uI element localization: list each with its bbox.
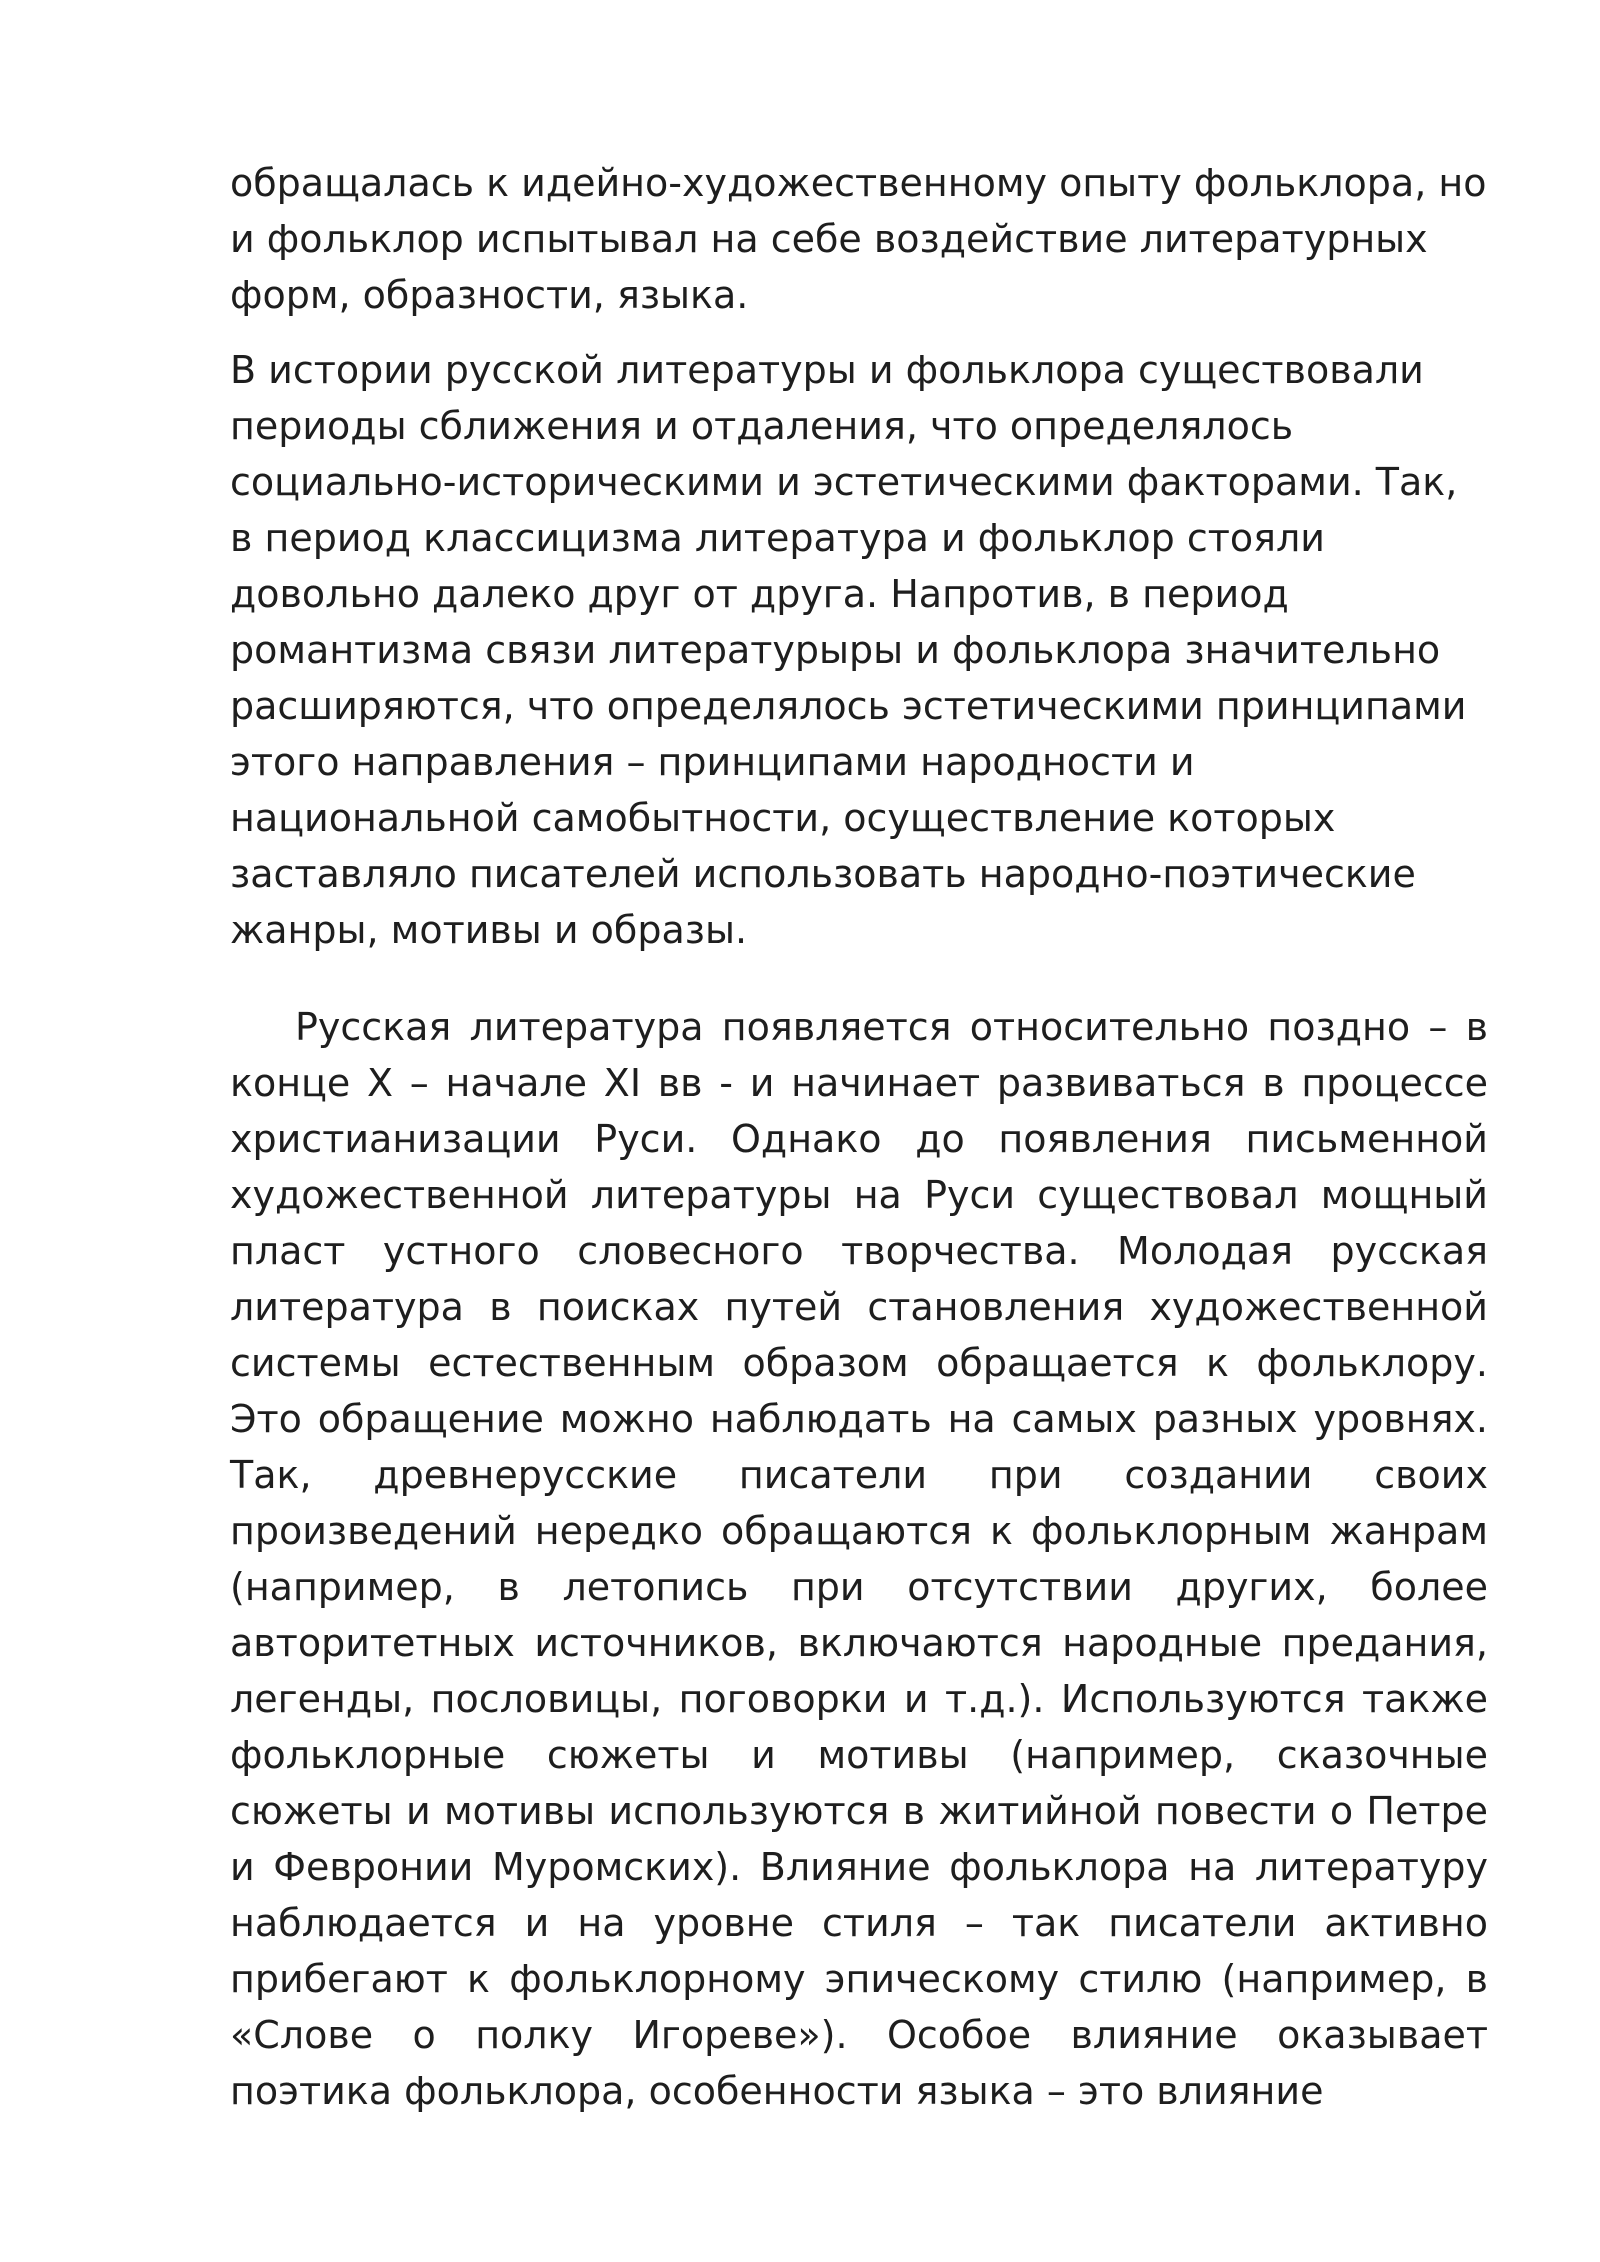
paragraph-continuation: обращалась к идейно-художественному опыту фольклора, но и фольклор испытывал на себе воздействие литературных форм, образности, языка.	[230, 161, 1487, 317]
paragraph-literature-folklore-periods: В истории русской литературы и фольклора существовали периоды сближения и отдаления, что определялось социально-историческими и эстетическими факторами. Так, в период классицизма литература и фольклор стояли довольно далеко друг от друга. Напротив, в период романтизма связи литературыры и фольклора значительно расширяются, что определялось эстетическими принципами этого направления – принципами народности и национальной самобытности, осуществление которых заставляло писателей использовать народно-поэтические жанры, мотивы и образы.	[230, 348, 1467, 952]
paragraph-russian-literature-origins: Русская литература появляется относительно поздно – в конце X – начале XI вв - и начинает развиваться в процессе христианизации Руси. Однако до появления письменной художественной литературы на Руси существовал мощный пласт устного словесного творчества. Молодая русская литература в поисках путей становления художественной системы естественным образом обращается к фольклору. Это обращение можно наблюдать на самых разных уровнях. Так, древнерусские писатели при создании своих произведений нередко обращаются к фольклорным жанрам (например, в летопись при отсутствии других, более авторитетных источников, включаются народные предания, легенды, пословицы, поговорки и т.д.). Используются также фольклорные сюжеты и мотивы (например, сказочные сюжеты и мотивы используются в житийной повести о Петре и Февронии Муромских). Влияние фольклора на литературу наблюдается и на уровне стиля – так писатели активно прибегают к фольклорному эпическому стилю (например, в «Слове о полку Игореве»). Особое влияние оказывает поэтика фольклора, особенности языка – это влияние	[230, 1005, 1488, 2113]
